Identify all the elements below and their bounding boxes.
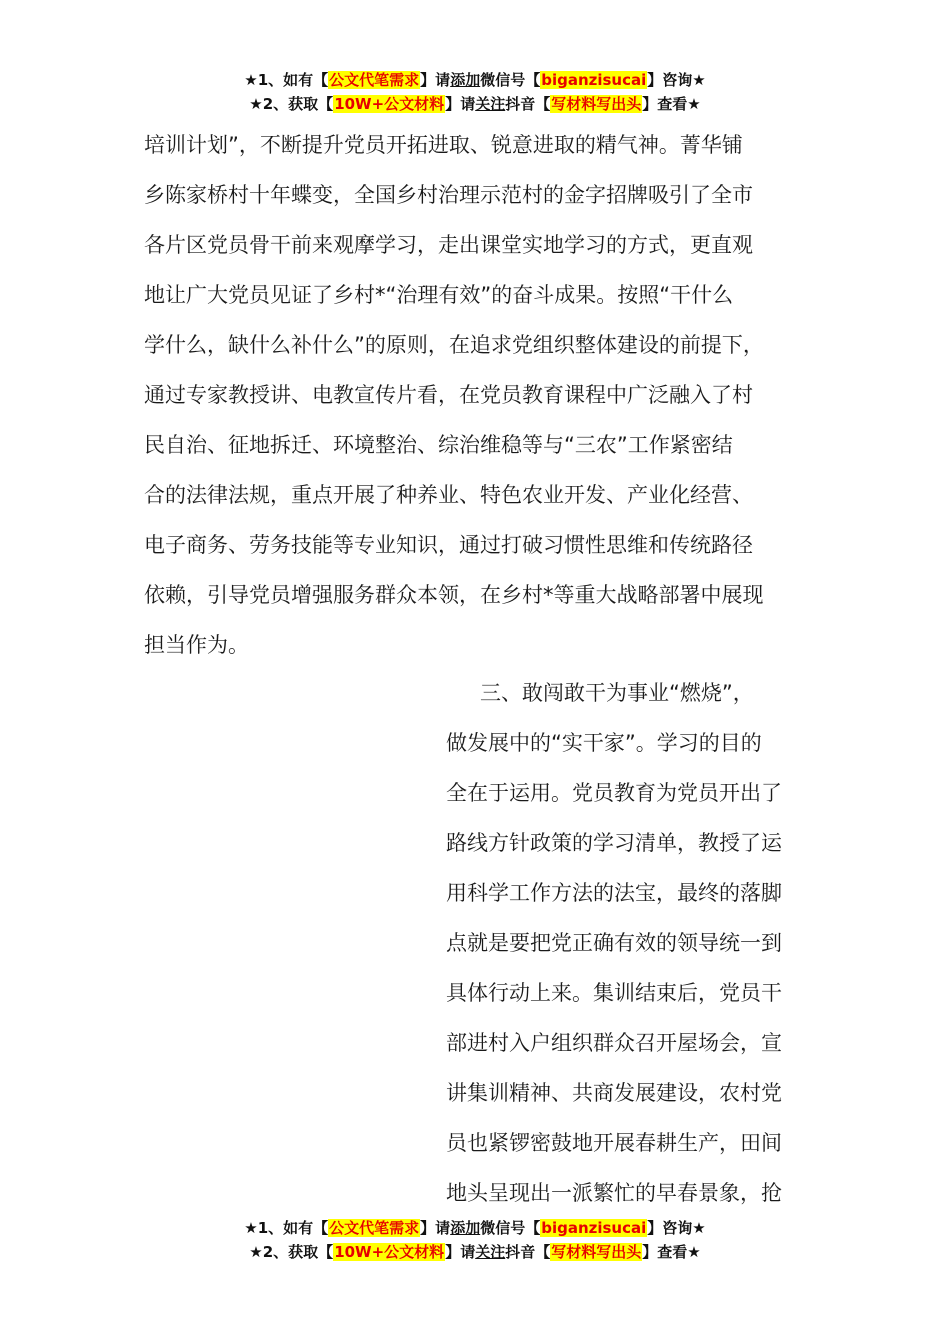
highlight-materials: 10W+公文材料 — [334, 1243, 445, 1261]
section-line: 部进村入户组织群众召开屋场会，宣 — [446, 1031, 782, 1055]
paragraph-line: 合的法律法规，重点开展了种养业、特色农业开发、产业化经营、 — [144, 483, 753, 507]
highlight-wechat-id: biganzisucai — [541, 71, 647, 89]
section-line: 全在于运用。党员教育为党员开出了 — [446, 781, 782, 805]
banner-text: 】请 — [445, 1243, 476, 1261]
paragraph-line: 民自治、征地拆迁、环境整治、综治维稳等与“三农”工作紧密结 — [144, 433, 733, 457]
banner-line-2 — [0, 92, 950, 116]
paragraph-line: 依赖，引导党员增强服务群众本领，在乡村*等重大战略部署中展现 — [144, 583, 764, 607]
banner-text: ★1、如有【 — [244, 1219, 329, 1237]
section-line: 路线方针政策的学习清单，教授了运 — [446, 831, 782, 855]
banner-underline-text: 添加 — [450, 71, 481, 89]
paragraph-line: 电子商务、劳务技能等专业知识，通过打破习惯性思维和传统路径 — [144, 533, 753, 557]
highlight-service: 公文代笔需求 — [329, 71, 420, 89]
banner-text: 】咨询★ — [647, 71, 706, 89]
section-line: 点就是要把党正确有效的领导统一到 — [446, 931, 782, 955]
paragraph-line: 地让广大党员见证了乡村*“治理有效”的奋斗成果。按照“干什么 — [144, 283, 734, 307]
highlight-materials: 10W+公文材料 — [334, 95, 445, 113]
banner-text: 微信号【 — [480, 1219, 541, 1237]
paragraph-line: 担当作为。 — [144, 633, 249, 657]
document-paragraph — [144, 120, 844, 670]
section-line: 用科学工作方法的法宝，最终的落脚 — [446, 881, 782, 905]
banner-text: 】查看★ — [642, 1243, 701, 1261]
banner-text: ★2、获取【 — [249, 95, 334, 113]
highlight-wechat-id: biganzisucai — [541, 1219, 647, 1237]
section-line: 地头呈现出一派繁忙的早春景象，抢 — [446, 1181, 782, 1205]
banner-text: 抖音【 — [505, 95, 551, 113]
section-line: 具体行动上来。集训结束后，党员干 — [446, 981, 782, 1005]
paragraph-line: 乡陈家桥村十年蝶变，全国乡村治理示范村的金字招牌吸引了全市 — [144, 183, 753, 207]
banner-text: 微信号【 — [480, 71, 541, 89]
banner-text: 】咨询★ — [647, 1219, 706, 1237]
section-line: 讲集训精神、共商发展建设，农村党 — [446, 1081, 782, 1105]
paragraph-line: 各片区党员骨干前来观摩学习，走出课堂实地学习的方式，更直观 — [144, 233, 753, 257]
banner-underline-text: 添加 — [450, 1219, 481, 1237]
banner-text: 】请 — [420, 71, 451, 89]
banner-text: ★1、如有【 — [244, 71, 329, 89]
header-banner — [0, 68, 950, 116]
highlight-service: 公文代笔需求 — [329, 1219, 420, 1237]
section-line: 做发展中的“实干家”。学习的目的 — [446, 731, 762, 755]
banner-line-1 — [0, 68, 950, 92]
banner-text: 抖音【 — [505, 1243, 551, 1261]
banner-text: 】查看★ — [642, 95, 701, 113]
banner-text: 】请 — [420, 1219, 451, 1237]
highlight-douyin-account: 写材料写出头 — [551, 95, 642, 113]
banner-underline-text: 关注 — [475, 1243, 506, 1261]
banner-underline-text: 关注 — [475, 95, 506, 113]
section-line: 员也紧锣密鼓地开展春耕生产，田间 — [446, 1131, 782, 1155]
section-three — [446, 668, 826, 1218]
highlight-douyin-account: 写材料写出头 — [551, 1243, 642, 1261]
banner-text: 】请 — [445, 95, 476, 113]
section-heading: 三、敢闯敢干为事业“燃烧”， — [480, 681, 754, 705]
paragraph-line: 学什么，缺什么补什么”的原则，在追求党组织整体建设的前提下， — [144, 333, 764, 357]
footer-banner — [0, 1216, 950, 1264]
banner-line-2 — [0, 1240, 950, 1264]
paragraph-line: 培训计划”，不断提升党员开拓进取、锐意进取的精气神。菁华铺 — [144, 133, 743, 157]
banner-line-1 — [0, 1216, 950, 1240]
banner-text: ★2、获取【 — [249, 1243, 334, 1261]
paragraph-line: 通过专家教授讲、电教宣传片看，在党员教育课程中广泛融入了村 — [144, 383, 753, 407]
